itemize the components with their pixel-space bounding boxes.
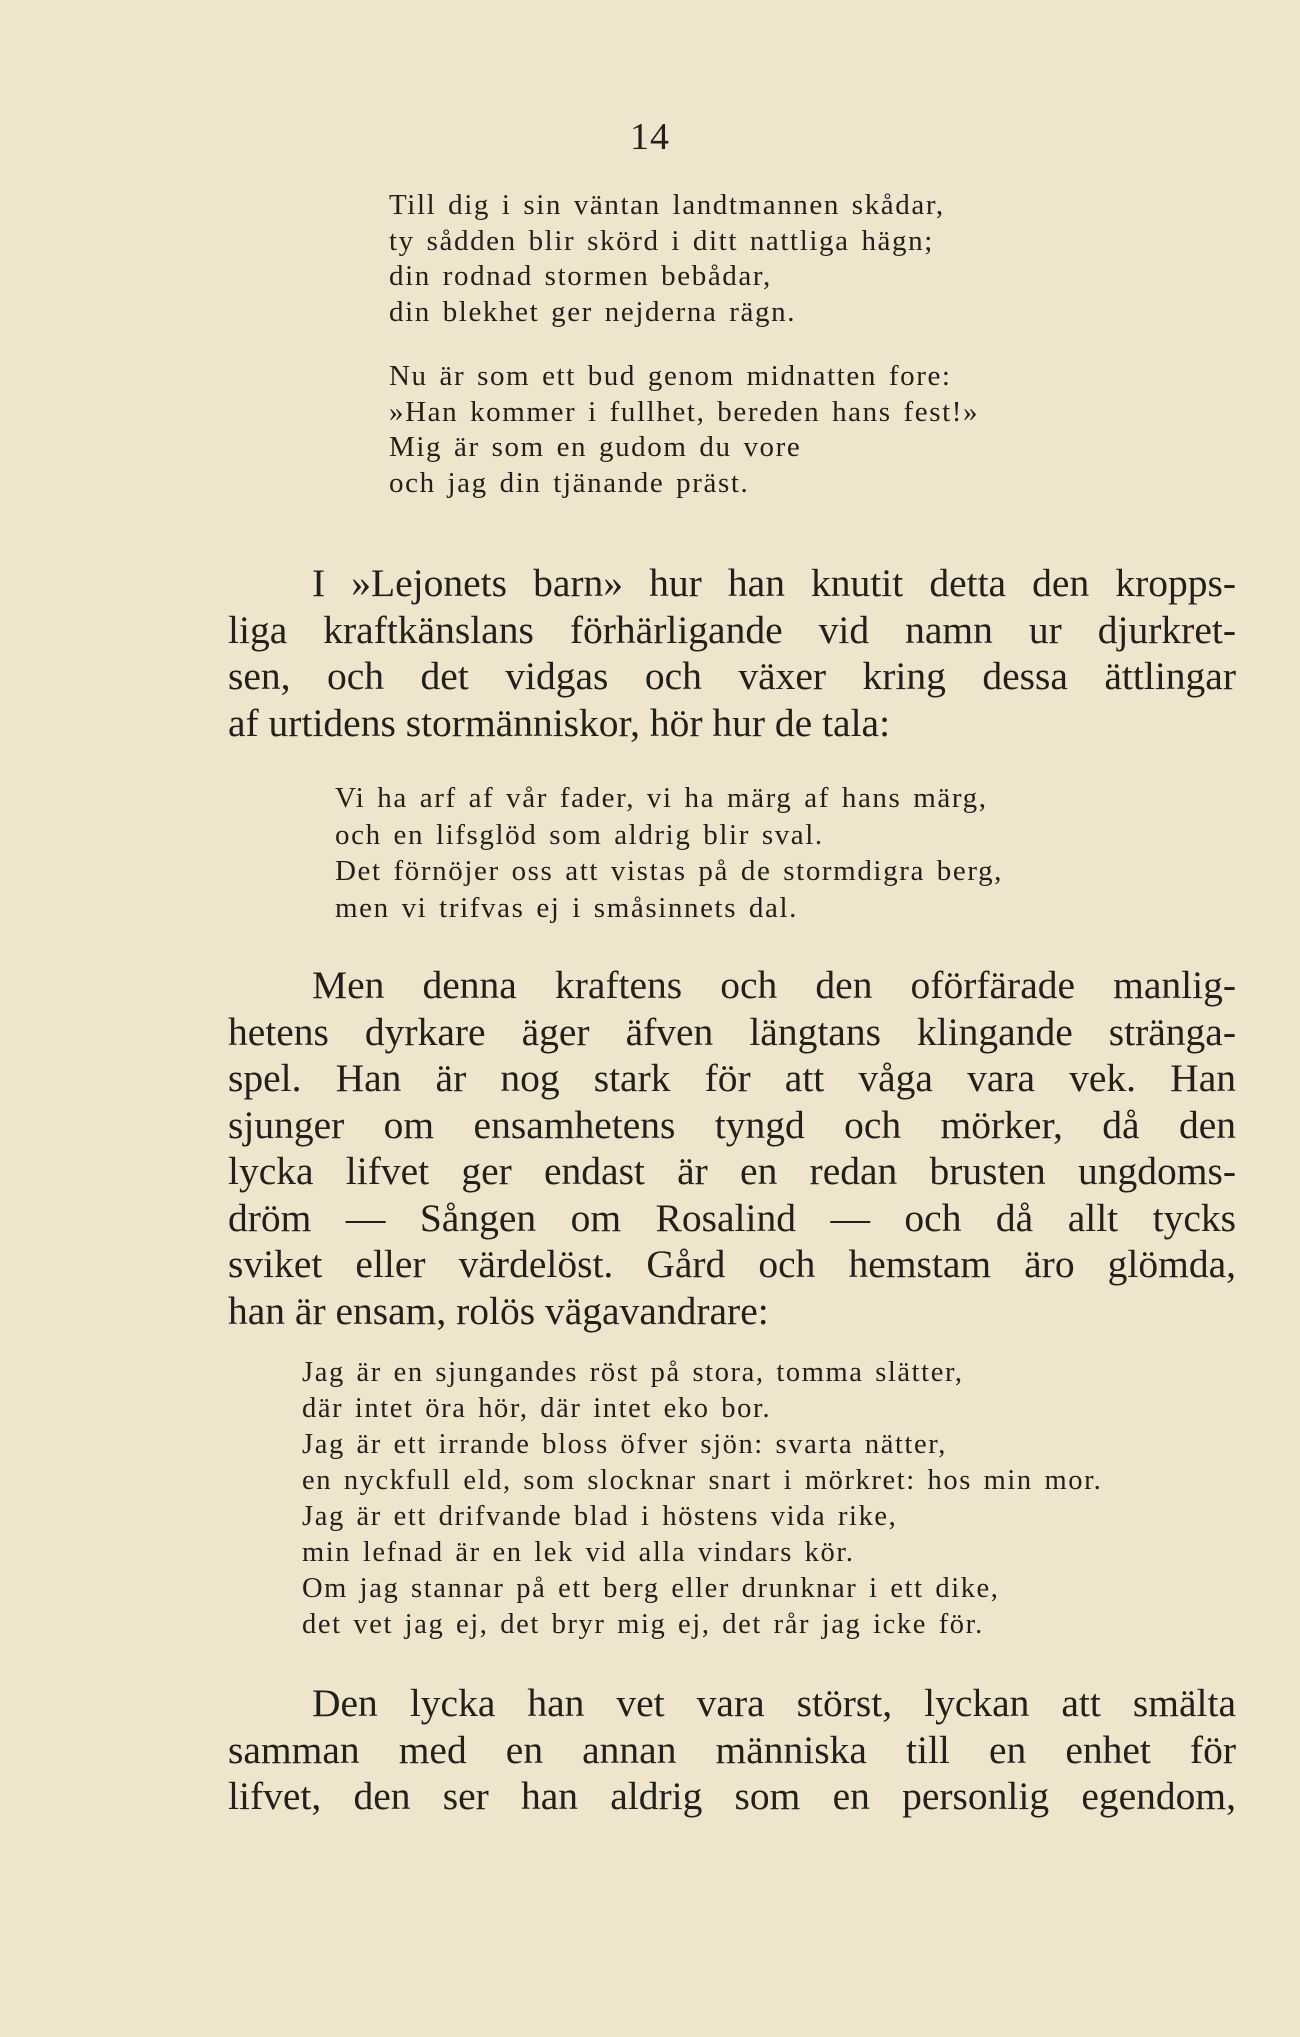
poem-line: min lefnad är en lek vid alla vindars kör. — [302, 1537, 855, 1568]
poem-line: ty sådden blir skörd i ditt nattliga hägn; — [389, 224, 934, 257]
poem-line: Jag är en sjungandes röst på stora, tomma slätter, — [302, 1357, 964, 1388]
poem-excerpt-3 — [302, 1355, 1102, 1643]
poem-line: en nyckfull eld, som slocknar snart i mörkret: hos min mor. — [302, 1465, 1103, 1496]
poem-excerpt-2 — [335, 780, 1003, 926]
poem-line: Jag är ett irrande bloss öfver sjön: svarta nätter, — [302, 1429, 947, 1460]
prose-line: sjunger om ensamhetens tyngd och mörker, då den — [228, 1102, 1236, 1147]
prose-paragraph-3 — [228, 1680, 1236, 1820]
poem-line: Till dig i sin väntan landtmannen skådar, — [389, 189, 945, 221]
poem-line: det vet jag ej, det bryr mig ej, det rår jag icke för. — [302, 1609, 984, 1640]
poem-line: men vi trifvas ej i småsinnets dal. — [335, 891, 799, 924]
poem-line: din blekhet ger nejderna rägn. — [389, 295, 797, 328]
prose-line: Men denna kraftens och den oförfärade manlig- — [312, 963, 1236, 1007]
prose-line: dröm — Sången om Rosalind — och då allt tycks — [228, 1195, 1236, 1240]
poem-stanza — [389, 359, 979, 501]
prose-line: af urtidens stormänniskor, hör hur de tala: — [228, 700, 891, 745]
poem-line: och jag din tjänande präst. — [389, 466, 750, 499]
poem-line: din rodnad stormen bebådar, — [389, 260, 772, 292]
poem-line: Mig är som en gudom du vore — [389, 431, 802, 463]
page-number: 14 — [630, 116, 670, 158]
poem-line: där intet öra hör, där intet eko bor. — [302, 1393, 772, 1424]
prose-line: hetens dyrkare äger äfven längtans klingande stränga- — [228, 1009, 1236, 1054]
prose-line: lycka lifvet ger endast är en redan brusten ungdoms- — [228, 1149, 1236, 1193]
prose-line: lifvet, den ser han aldrig som en personlig egendom, — [228, 1774, 1236, 1818]
poem-line: Det förnöjer oss att vistas på de stormdigra berg, — [335, 855, 1004, 887]
poem-stanza — [389, 188, 979, 330]
poem-line: Nu är som ett bud genom midnatten fore: — [389, 360, 952, 392]
poem-line: Jag är ett drifvande blad i höstens vida rike, — [302, 1501, 898, 1532]
prose-line: Den lycka han vet vara störst, lyckan att smälta — [312, 1681, 1236, 1725]
prose-line: samman med en annan människa till en enhet för — [228, 1727, 1236, 1772]
prose-paragraph-2 — [228, 962, 1236, 1334]
prose-line: spel. Han är nog stark för att våga vara vek. Han — [228, 1056, 1236, 1100]
poem-line: Vi ha arf af vår fader, vi ha märg af hans märg, — [335, 782, 988, 814]
prose-line: I »Lejonets barn» hur han knutit detta den kropps- — [312, 561, 1236, 605]
prose-line: sviket eller värdelöst. Gård och hemstam äro glömda, — [228, 1242, 1236, 1286]
poem-line: och en lifsglöd som aldrig blir sval. — [335, 818, 824, 851]
poem-line: Om jag stannar på ett berg eller drunknar i ett dike, — [302, 1573, 1000, 1604]
prose-line: sen, och det vidgas och växer kring dessa ättlingar — [228, 654, 1236, 698]
poem-excerpt-1 — [389, 188, 979, 501]
prose-line: han är ensam, rolös vägavandrare: — [228, 1288, 769, 1333]
prose-paragraph-1 — [228, 560, 1236, 746]
poem-line: »Han kommer i fullhet, bereden hans fest!» — [389, 395, 980, 428]
prose-line: liga kraftkänslans förhärligande vid namn ur djurkret- — [228, 607, 1236, 652]
